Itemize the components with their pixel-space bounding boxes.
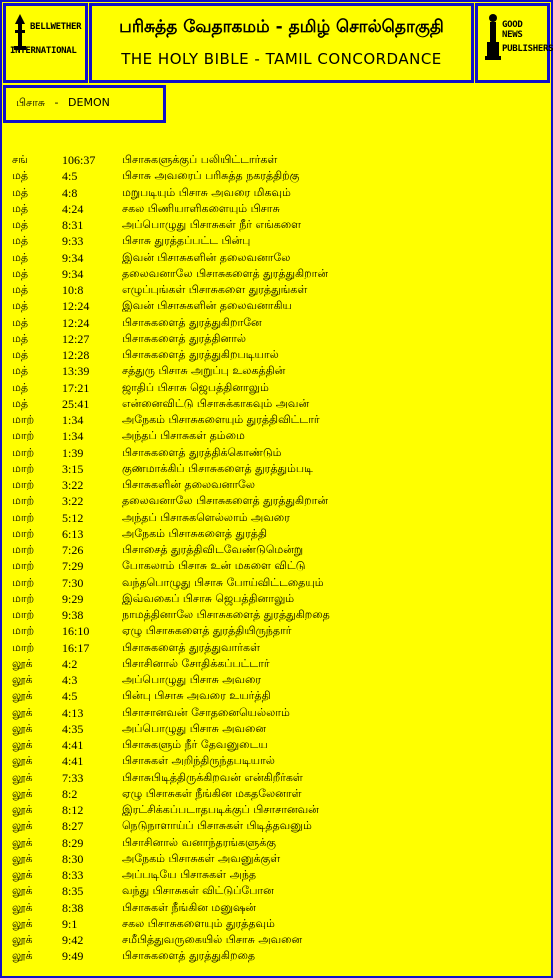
entry-book: மத் [12, 234, 29, 248]
entry-text: அந்தப் பிசாசுகள் தம்மை [122, 429, 245, 443]
entry-reference: 4:13 [62, 705, 84, 720]
concordance-entry [12, 217, 543, 233]
entry-book: மாற் [12, 575, 35, 589]
entry-text: சகல பிசாசுகளையும் துரத்தவும் [122, 916, 275, 930]
entry-reference: 9:38 [62, 608, 84, 622]
concordance-entry [12, 786, 543, 802]
entry-book: லூக் [12, 868, 33, 881]
entry-book: மாற் [12, 461, 35, 475]
entry-book: லூக் [12, 786, 33, 800]
entry-text: அநேகம் பிசாசுகளையும் துரத்திவிட்டார் [122, 413, 320, 426]
entry-reference: 4:41 [62, 738, 84, 752]
concordance-entry [12, 688, 543, 704]
entry-book: லூக் [12, 738, 33, 751]
entry-reference: 17:21 [62, 380, 90, 395]
concordance-entry [12, 770, 543, 786]
entry-reference: 4:5 [62, 169, 78, 184]
concordance-entry [12, 737, 543, 753]
entry-reference: 9:49 [62, 949, 84, 964]
entry-text: நாமத்தினாலே பிசாசுகளைத் துரத்துகிறதை [122, 608, 330, 621]
concordance-entry [12, 640, 543, 656]
concordance-entry [12, 298, 543, 314]
logo-line1: BELLWETHER [30, 22, 82, 32]
entry-reference: 9:33 [62, 234, 84, 249]
entry-text: பிசாசுகளைத் துரத்திக்கொண்டும் [122, 445, 282, 459]
entry-reference: 8:35 [62, 884, 84, 899]
entry-reference: 10:8 [62, 283, 84, 297]
concordance-entry [12, 575, 543, 591]
concordance-entry [12, 510, 543, 526]
entry-reference: 4:2 [62, 656, 78, 671]
concordance-entry [12, 282, 543, 298]
entry-text: பின்பு பிசாசு அவரை உயர்த்தி [122, 689, 271, 703]
entry-book: மாற் [12, 591, 35, 605]
entry-reference: 8:33 [62, 868, 84, 882]
entry-text: சகல பிணியாளிகளையும் பிசாசு [122, 201, 280, 215]
entry-text: பிசாசுபிடித்திருக்கிறவன் என்கிறீர்கள் [122, 770, 303, 784]
concordance-entry [12, 493, 543, 509]
entry-reference: 9:42 [62, 933, 84, 947]
concordance-entry [12, 152, 543, 168]
entry-text: அப்பொழுது பிசாசு அவனை [122, 721, 267, 735]
concordance-entry [12, 948, 543, 964]
entry-reference: 4:35 [62, 721, 84, 736]
entry-text: பிசாசுகளைத் துரத்துகிறபடியால் [122, 348, 279, 361]
entry-text: பிசாசு அவரைப் பரிசுத்த நகரத்திற்கு [122, 169, 300, 183]
concordance-entry [12, 558, 543, 574]
entry-book: சங் [12, 153, 28, 166]
entry-book: மத் [12, 201, 29, 215]
entry-book: லூக் [12, 689, 33, 703]
entry-book: மத் [12, 380, 29, 394]
entry-reference: 106:37 [62, 153, 96, 167]
entry-book: லூக் [12, 673, 33, 686]
concordance-entry [12, 477, 543, 493]
entry-book: மாற் [12, 559, 35, 573]
logo-line2-right: PUBLISHERS [502, 44, 553, 54]
entry-book: லூக் [12, 949, 33, 963]
entry-text: பிசாசு துரத்தப்பட்ட பின்பு [122, 234, 251, 248]
entry-text: இவன் பிசாசுகளின் தலைவனாலே [122, 250, 291, 264]
entry-text: பிசாசுகளுக்குப் பலியிட்டார்கள் [122, 153, 278, 166]
entry-text: என்னைவிட்டு பிசாசுக்காகவும் அவன் [122, 396, 310, 410]
entry-reference: 8:31 [62, 218, 84, 232]
entry-book: மத் [12, 283, 29, 296]
entry-text: ஏழு பிசாசுகளைத் துரத்தியிருந்தார் [122, 624, 292, 638]
entry-reference: 5:12 [62, 510, 84, 525]
entry-book: மத் [12, 348, 29, 361]
concordance-entry [12, 250, 543, 266]
entry-text: வந்தபொழுது பிசாசு போய்விட்டதையும் [122, 575, 324, 589]
entry-text: அப்படியே பிசாசுகள் அந்த [122, 868, 257, 881]
entry-reference: 8:12 [62, 803, 84, 817]
entry-book: மாற் [12, 543, 35, 556]
entry-text: பிசாசுகளைத் துரத்தினால் [122, 331, 247, 345]
concordance-entry [12, 802, 543, 818]
entry-book: மாற் [12, 640, 35, 654]
entry-book: மத் [12, 185, 29, 199]
entry-reference: 25:41 [62, 396, 90, 411]
entry-text: இவன் பிசாசுகளின் தலைவனாகிய [122, 299, 292, 313]
entry-reference: 12:27 [62, 331, 90, 346]
entry-reference: 16:10 [62, 624, 90, 639]
entry-text: பிசாசுகள் நீங்கின மனுஷன் [122, 900, 256, 914]
good-news-logo [475, 3, 553, 83]
entry-text: நெடுநாளாய்ப் பிசாசுகள் பிடித்தவனும் [122, 819, 312, 833]
entry-reference: 13:39 [62, 364, 90, 379]
entry-text: இவ்வகைப் பிசாசு ஜெபத்தினாலும் [122, 591, 295, 605]
concordance-entry [12, 932, 543, 948]
logo-line1-right: GOOD NEWS [502, 20, 523, 40]
entry-text: பிசாசினால் சோதிக்கப்பட்டார் [122, 656, 270, 670]
entry-text: தலைவனாலே பிசாசுகளைத் துரத்துகிறான் [122, 494, 329, 508]
concordance-entry [12, 185, 543, 201]
bellwether-logo [3, 3, 88, 83]
entry-book: மத் [12, 250, 29, 264]
entry-text: அநேகம் பிசாசுகளைத் துரத்தி [122, 526, 267, 540]
concordance-entry [12, 201, 543, 217]
entry-reference: 4:41 [62, 754, 84, 769]
entry-book: லூக் [12, 656, 33, 670]
entry-reference: 3:15 [62, 461, 84, 476]
entry-reference: 7:33 [62, 770, 84, 785]
entry-text: ஏழு பிசாசுகள் நீங்கின மகதலேனாள் [122, 786, 302, 800]
title-box [89, 3, 474, 83]
entry-book: மாற் [12, 413, 35, 426]
entry-reference: 4:24 [62, 201, 84, 216]
concordance-entry [12, 526, 543, 542]
entry-reference: 8:2 [62, 786, 78, 801]
entry-text: பிசாசுகளைத் துரத்துவார்கள் [122, 640, 260, 654]
entry-reference: 4:8 [62, 185, 78, 200]
concordance-list [12, 152, 543, 965]
entry-text: பிசாசுகளும் நீர் தேவனுடைய [122, 738, 268, 751]
entry-reference: 1:34 [62, 429, 84, 444]
entry-book: லூக் [12, 803, 33, 816]
concordance-entry [12, 835, 543, 851]
entry-reference: 9:29 [62, 591, 84, 606]
entry-book: மத் [12, 218, 29, 231]
concordance-entry [12, 900, 543, 916]
entry-text: தலைவனாலே பிசாசுகளைத் துரத்துகிறான் [122, 266, 329, 280]
entry-book: மாற் [12, 608, 35, 621]
entry-text: அப்பொழுது பிசாசுகள் நீர் எங்களை [122, 218, 302, 231]
entry-text: குணமாக்கிப் பிசாசுகளைத் துரத்தும்படி [122, 461, 313, 475]
concordance-entry [12, 233, 543, 249]
entry-text: பிசாசினால் வனாந்தரங்களுக்கு [122, 835, 276, 849]
concordance-entry [12, 542, 543, 558]
entry-text: ஜாதிப் பிசாசு ஜெபத்தினாலும் [122, 380, 269, 394]
entry-book: மத் [12, 266, 29, 280]
entry-text: அந்தப் பிசாசுகளெல்லாம் அவரை [122, 510, 290, 524]
concordance-entry [12, 705, 543, 721]
entry-text: போகலாம் பிசாசு உன் மகளை விட்டு [122, 559, 306, 573]
entry-reference: 4:3 [62, 673, 78, 687]
concordance-entry [12, 867, 543, 883]
topic-box [3, 85, 166, 123]
entry-book: லூக் [12, 851, 33, 865]
entry-text: சத்துரு பிசாசு அறுப்பு உலகத்தின் [122, 364, 286, 378]
entry-text: சமீபித்துவருகையில் பிசாசு அவனை [122, 933, 303, 946]
concordance-entry [12, 347, 543, 363]
concordance-entry [12, 428, 543, 444]
entry-reference: 9:34 [62, 266, 84, 281]
entry-book: மாற் [12, 526, 35, 540]
entry-reference: 1:39 [62, 445, 84, 460]
topic-english: DEMON [68, 96, 110, 109]
entry-text: எழுப்புங்கள் பிசாசுகளை துரத்துங்கள் [122, 283, 308, 296]
entry-text: இரட்சிக்கப்படாதபடிக்குப் பிசாசானவன் [122, 803, 319, 816]
entry-reference: 7:26 [62, 543, 84, 557]
logo-line2: INTERNATIONAL [10, 46, 77, 56]
concordance-entry [12, 818, 543, 834]
entry-book: மாற் [12, 429, 35, 443]
entry-reference: 12:24 [62, 315, 90, 330]
entry-book: மத் [12, 315, 29, 329]
entry-text: பிசாசுகள் அறிந்திருந்தபடியால் [122, 754, 275, 768]
concordance-entry [12, 363, 543, 379]
entry-book: லூக் [12, 721, 33, 735]
entry-text: பிசாசுகளின் தலைவனாலே [122, 478, 255, 491]
entry-book: மத் [12, 396, 29, 410]
topic-heading [16, 96, 110, 111]
entry-reference: 9:34 [62, 250, 84, 265]
entry-reference: 6:13 [62, 526, 84, 541]
entry-text: பிசாசானவன் சோதனையெல்லாம் [122, 705, 290, 719]
entry-text: அநேகம் பிசாசுகள் அவனுக்குள் [122, 851, 281, 865]
title-tamil: பரிசுத்த வேதாகமம் - தமிழ் சொல்தொகுதி [119, 17, 444, 37]
entry-book: லூக் [12, 770, 33, 784]
concordance-entry [12, 461, 543, 477]
entry-book: மாற் [12, 624, 35, 638]
entry-book: லூக் [12, 916, 33, 930]
entry-reference: 16:17 [62, 640, 90, 655]
entry-book: மாற் [12, 478, 35, 491]
title-english: THE HOLY BIBLE - TAMIL CONCORDANCE [121, 50, 442, 68]
concordance-entry [12, 591, 543, 607]
topic-tamil: பிசாசு [16, 96, 46, 109]
concordance-entry [12, 168, 543, 184]
entry-book: மாற் [12, 445, 35, 459]
entry-text: பிசாசுகளைத் துரத்துகிறானே [122, 315, 262, 329]
entry-reference: 7:29 [62, 559, 84, 574]
entry-text: பிசாசுகளைத் துரத்துகிறதை [122, 949, 256, 963]
entry-reference: 8:27 [62, 819, 84, 834]
entry-text: அப்பொழுது பிசாசு அவரை [122, 673, 262, 686]
entry-text: வந்து பிசாசுகள் விட்டுப்போன [122, 884, 274, 898]
entry-reference: 8:29 [62, 835, 84, 850]
entry-reference: 3:22 [62, 494, 84, 509]
entry-book: லூக் [12, 900, 33, 914]
concordance-entry [12, 315, 543, 331]
concordance-entry [12, 607, 543, 623]
concordance-entry [12, 380, 543, 396]
entry-book: லூக் [12, 819, 33, 833]
concordance-entry [12, 916, 543, 932]
entry-reference: 3:22 [62, 478, 84, 492]
entry-reference: 8:30 [62, 851, 84, 866]
concordance-entry [12, 851, 543, 867]
entry-book: மத் [12, 331, 29, 345]
entry-reference: 8:38 [62, 900, 84, 915]
topic-separator: - [54, 96, 59, 109]
entry-book: லூக் [12, 933, 33, 946]
entry-reference: 12:28 [62, 348, 90, 362]
entry-text: மறுபடியும் பிசாசு அவரை மிகவும் [122, 185, 291, 199]
entry-book: லூக் [12, 754, 33, 768]
entry-book: மத் [12, 299, 29, 313]
concordance-entry [12, 672, 543, 688]
concordance-entry [12, 445, 543, 461]
entry-book: லூக் [12, 835, 33, 849]
concordance-entry [12, 721, 543, 737]
entry-reference: 1:34 [62, 413, 84, 427]
entry-book: லூக் [12, 884, 33, 898]
entry-reference: 4:5 [62, 689, 78, 704]
entry-reference: 7:30 [62, 575, 84, 590]
concordance-entry [12, 753, 543, 769]
concordance-entry [12, 266, 543, 282]
concordance-entry [12, 623, 543, 639]
entry-book: லூக் [12, 705, 33, 719]
concordance-entry [12, 883, 543, 899]
entry-book: மத் [12, 169, 29, 183]
entry-book: மாற் [12, 510, 35, 524]
entry-book: மத் [12, 364, 29, 378]
entry-text: பிசாசைத் துரத்திவிடவேண்டுமென்று [122, 543, 304, 556]
entry-reference: 12:24 [62, 299, 90, 314]
concordance-entry [12, 412, 543, 428]
concordance-entry [12, 331, 543, 347]
entry-book: மாற் [12, 494, 35, 508]
concordance-entry [12, 396, 543, 412]
concordance-entry [12, 656, 543, 672]
entry-reference: 9:1 [62, 916, 78, 931]
